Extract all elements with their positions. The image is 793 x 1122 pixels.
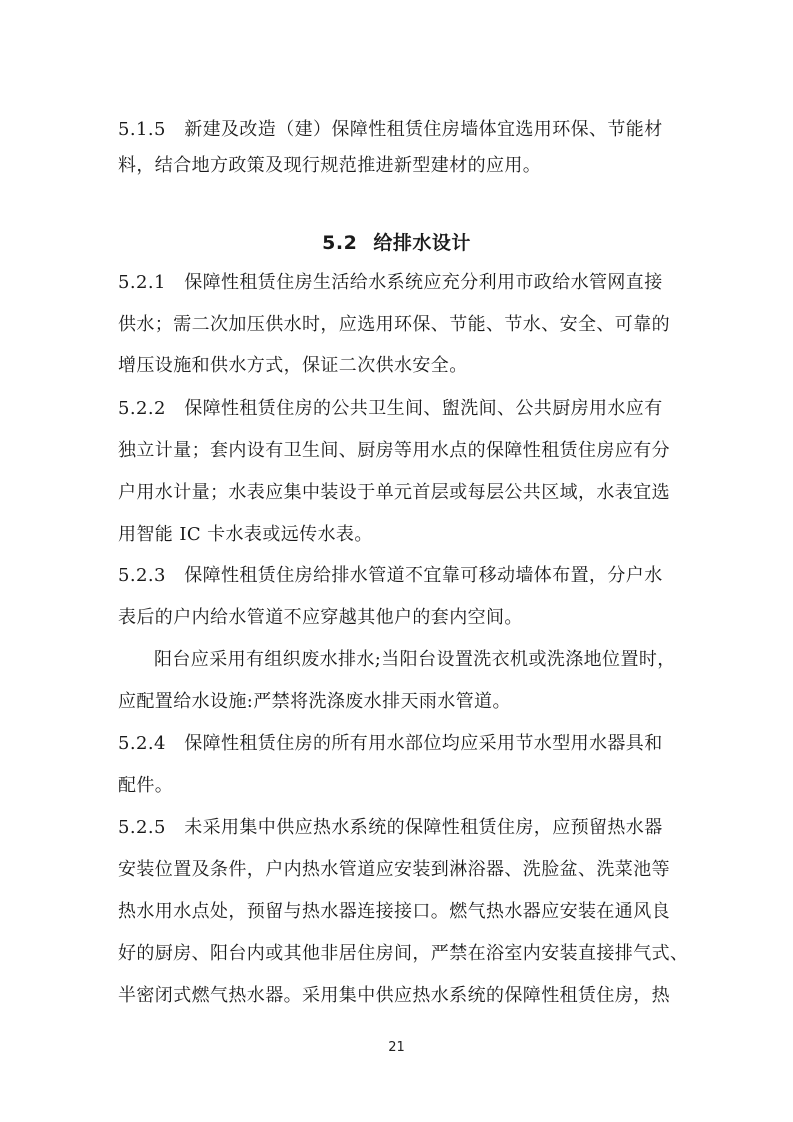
paragraph-balcony-line-1: 阳台应采用有组织废水排水;当阳台设置洗衣机或洗涤地位置时， bbox=[154, 649, 676, 670]
clause-5-2-3-line-1: 5.2.3 保障性租赁住房给排水管道不宜靠可移动墙体布置，分户水 bbox=[118, 565, 663, 586]
clause-5-2-2-line-2: 独立计量；套内设有卫生间、厨房等用水点的保障性租赁住房应有分 bbox=[118, 440, 670, 461]
clause-5-2-2-line-3: 户用水计量；水表应集中装设于单元首层或每层公共区域，水表宜选 bbox=[118, 482, 670, 503]
clause-5-2-5-line-4: 好的厨房、阳台内或其他非居住房间，严禁在浴室内安装直接排气式、 bbox=[118, 943, 689, 964]
clause-5-2-1-line-2: 供水；需二次加压供水时，应选用环保、节能、节水、安全、可靠的 bbox=[118, 314, 670, 335]
clause-5-2-1-line-3: 增压设施和供水方式，保证二次供水安全。 bbox=[118, 355, 468, 376]
clause-5-2-4-line-1: 5.2.4 保障性租赁住房的所有用水部位均应采用节水型用水器具和 bbox=[118, 733, 663, 754]
clause-5-1-5-line-1: 5.1.5 新建及改造（建）保障性租赁住房墙体宜选用环保、节能材 bbox=[118, 119, 663, 140]
section-number: 5.2 bbox=[322, 232, 358, 254]
section-heading bbox=[0, 230, 793, 256]
clause-5-2-4-line-2: 配件。 bbox=[118, 775, 174, 796]
clause-5-2-5-line-3: 热水用水点处，预留与热水器连接接口。燃气热水器应安装在通风良 bbox=[118, 901, 670, 922]
clause-5-2-5-line-2: 安装位置及条件，户内热水管道应安装到淋浴器、洗脸盆、洗菜池等 bbox=[118, 859, 670, 880]
clause-5-2-5-line-5: 半密闭式燃气热水器。采用集中供应热水系统的保障性租赁住房，热 bbox=[118, 985, 670, 1006]
paragraph-balcony-line-2: 应配置给水设施:严禁将洗涤废水排天雨水管道。 bbox=[118, 691, 511, 712]
clause-5-1-5-line-2: 料，结合地方政策及现行规范推进新型建材的应用。 bbox=[118, 155, 542, 176]
clause-5-2-1-line-1: 5.2.1 保障性租赁住房生活给水系统应充分利用市政给水管网直接 bbox=[118, 272, 663, 293]
clause-5-2-3-line-2: 表后的户内给水管道不应穿越其他户的套内空间。 bbox=[118, 607, 523, 628]
section-title: 给排水设计 bbox=[373, 232, 471, 254]
page-number: 21 bbox=[388, 1040, 405, 1055]
clause-5-2-2-line-4: 用智能 IC 卡水表或远传水表。 bbox=[118, 524, 373, 545]
clause-5-2-2-line-1: 5.2.2 保障性租赁住房的公共卫生间、盥洗间、公共厨房用水应有 bbox=[118, 398, 663, 419]
clause-5-2-5-line-1: 5.2.5 未采用集中供应热水系统的保障性租赁住房，应预留热水器 bbox=[118, 817, 663, 838]
